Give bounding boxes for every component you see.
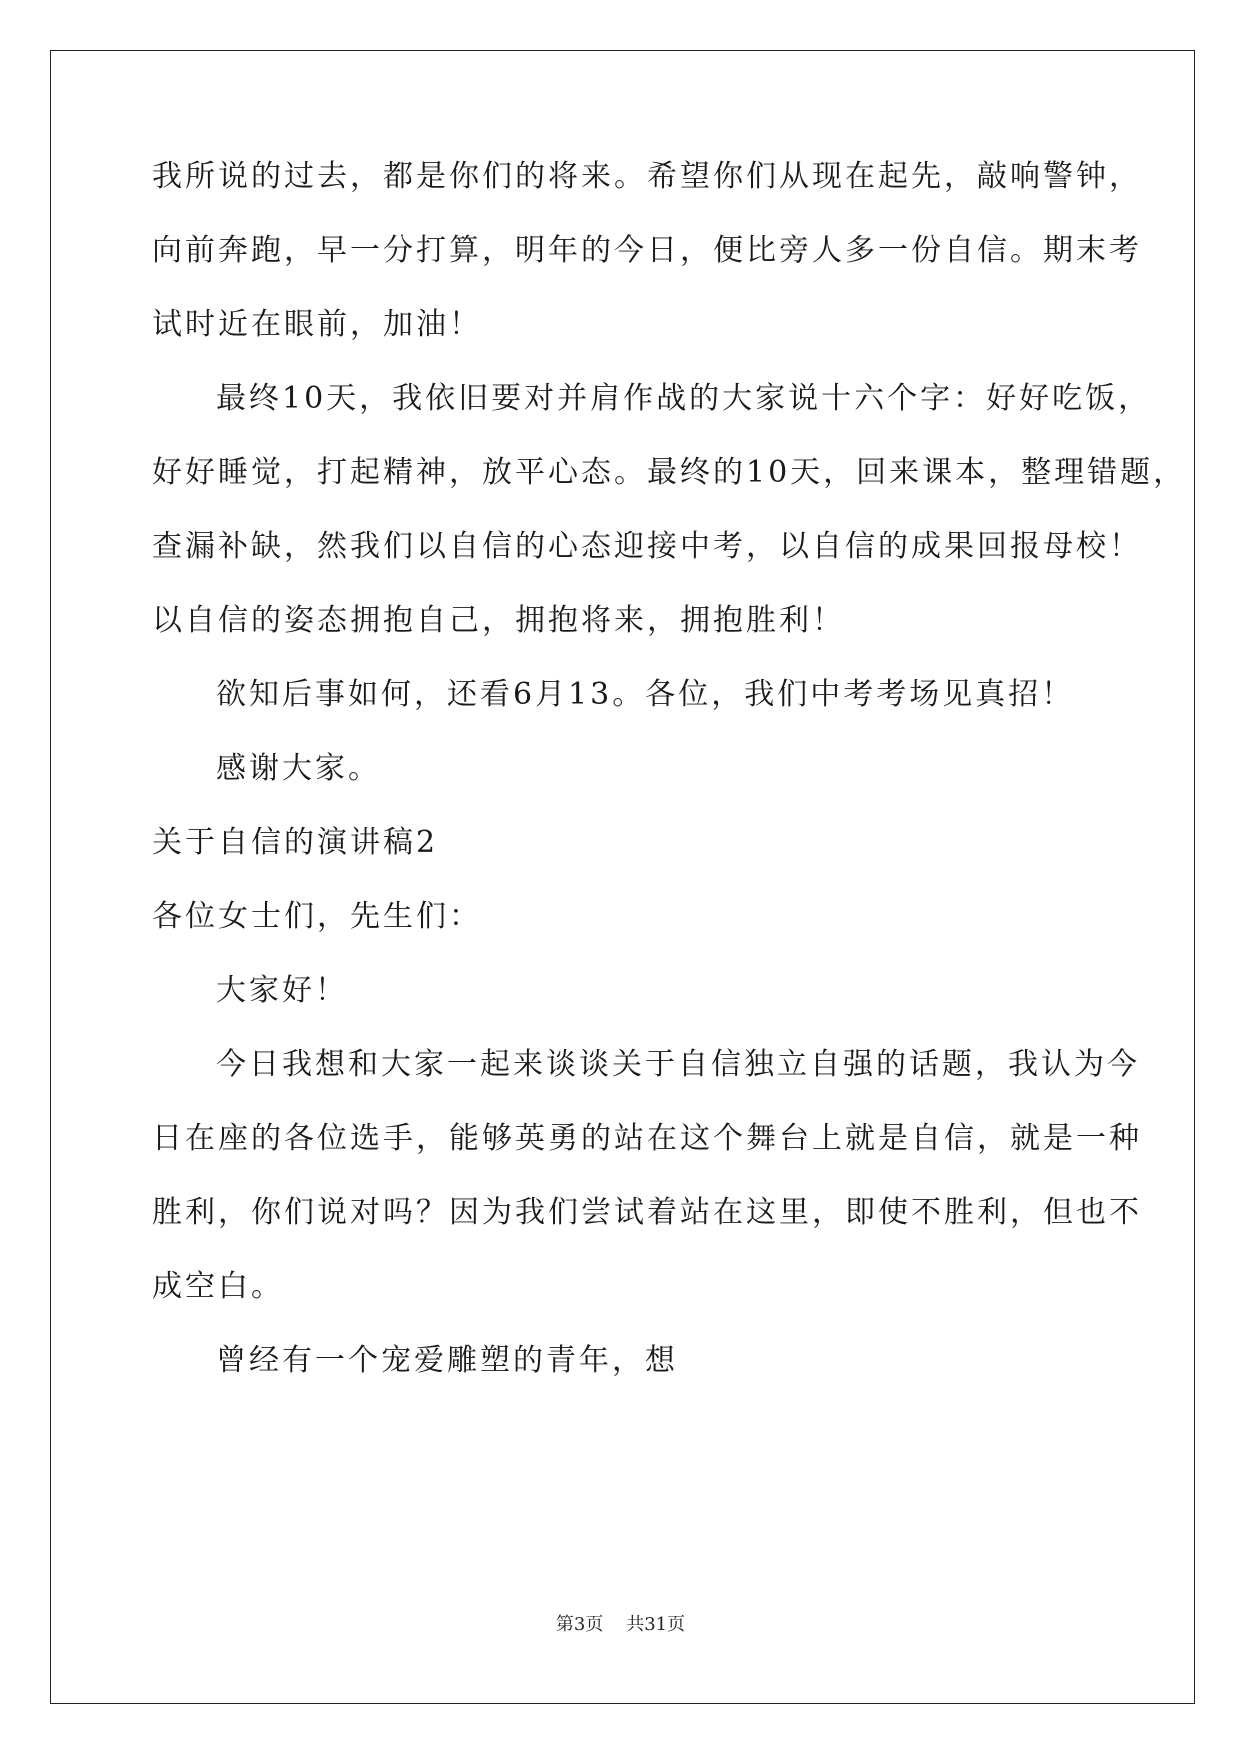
page-border	[50, 50, 1195, 1704]
paragraph-start-line: 今日我想和大家一起来谈谈关于自信独立自强的话题，我认为今	[216, 1047, 1140, 1082]
page-number: 第3页	[555, 1614, 604, 1635]
text-line: 试时近在眼前，加油！	[152, 307, 482, 342]
section-title: 关于自信的演讲稿2	[152, 825, 439, 860]
text-line: 好好睡觉，打起精神，放平心态。最终的10天，回来课本，整理错题，	[152, 455, 1187, 490]
paragraph-start-line: 最终10天，我依旧要对并肩作战的大家说十六个字：好好吃饭，	[216, 381, 1152, 416]
text-line: 以自信的姿态拥抱自己，拥抱将来，拥抱胜利！	[152, 603, 845, 638]
closing-line: 感谢大家。	[216, 751, 381, 786]
paragraph-start-line: 欲知后事如何，还看6月13。各位，我们中考考场见真招！	[216, 677, 1075, 712]
greeting: 大家好！	[216, 973, 348, 1008]
page-total: 共31页	[626, 1614, 686, 1635]
salutation: 各位女士们，先生们：	[152, 899, 482, 934]
text-line: 日在座的各位选手，能够英勇的站在这个舞台上就是自信，就是一种	[152, 1121, 1142, 1156]
text-line: 我所说的过去，都是你们的将来。希望你们从现在起先，敲响警钟，	[152, 159, 1142, 194]
text-line: 成空白。	[152, 1269, 284, 1304]
text-line: 胜利，你们说对吗？因为我们尝试着站在这里，即使不胜利，但也不	[152, 1195, 1142, 1230]
paragraph-start-line: 曾经有一个宠爱雕塑的青年，想	[216, 1343, 678, 1378]
text-line: 向前奔跑，早一分打算，明年的今日，便比旁人多一份自信。期末考	[152, 233, 1142, 268]
page-footer	[0, 1613, 1241, 1637]
text-line: 查漏补缺，然我们以自信的心态迎接中考，以自信的成果回报母校！	[152, 529, 1142, 564]
